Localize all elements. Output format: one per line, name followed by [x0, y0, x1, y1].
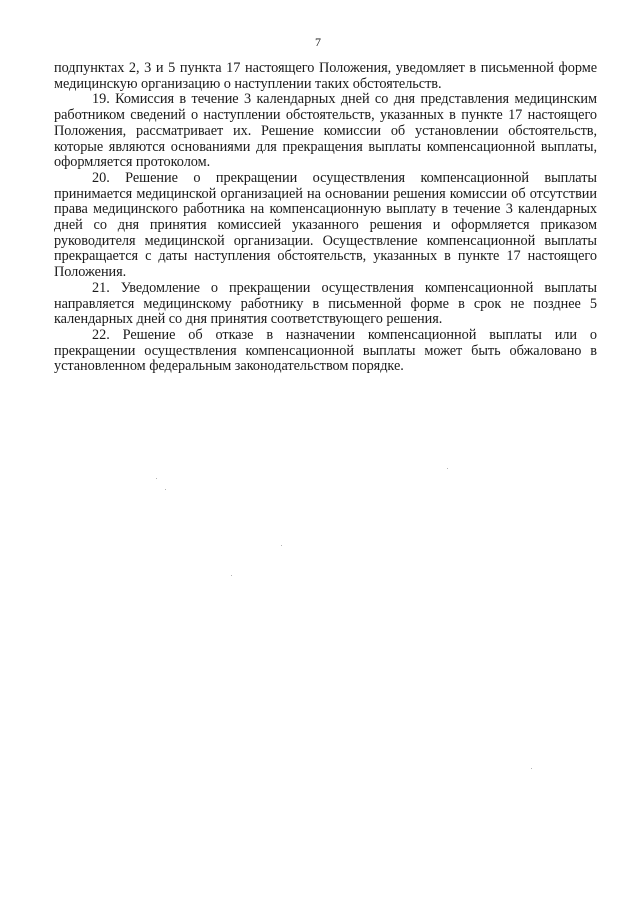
scan-speck: [165, 489, 166, 490]
scan-speck: [281, 545, 282, 546]
page-number: 7: [315, 35, 321, 49]
paragraph-21: 21. Уведомление о прекращении осуществления компенсационной выплаты направляется медицинскому работнику в письменной форме в срок не позднее 5 календарных дней со дня принятия соответствующего решения.: [54, 279, 597, 328]
scan-speck: [231, 575, 232, 576]
paragraph-20: 20. Решение о прекращении осуществления компенсационной выплаты принимается медицинской организацией на основании решения комиссии об отсутствии права медицинского работника на компенсационную выплату в течение 3 календарных дней со дня принятия комиссией указанного решения и оформляется приказом руководителя медицинской организации. Осуществление компенсационной выплаты прекращается с даты наступления обстоятельств, указанных в пункте 17 настоящего Положения.: [54, 169, 597, 281]
scan-speck: [531, 768, 532, 769]
paragraph-22: 22. Решение об отказе в назначении компенсационной выплаты или о прекращении осуществления компенсационной выплаты может быть обжаловано в установленном федеральным законодательством порядке.: [54, 326, 597, 375]
paragraph-19: 19. Комиссия в течение 3 календарных дней со дня представления медицинским работником сведений о наступлении обстоятельств, указанных в пункте 17 настоящего Положения, рассматривает их. Решение комиссии об установлении обстоятельств, которые являются основаниями для прекращения выплаты компенсационной выплаты, оформляется протоколом.: [54, 91, 597, 171]
scan-speck: [156, 478, 157, 479]
paragraph-continuation: подпунктах 2, 3 и 5 пункта 17 настоящего Положения, уведомляет в письменной форме медицинскую организацию о наступлении таких обстоятельств.: [54, 60, 597, 92]
document-body: [54, 61, 597, 375]
scan-speck: [447, 468, 448, 469]
